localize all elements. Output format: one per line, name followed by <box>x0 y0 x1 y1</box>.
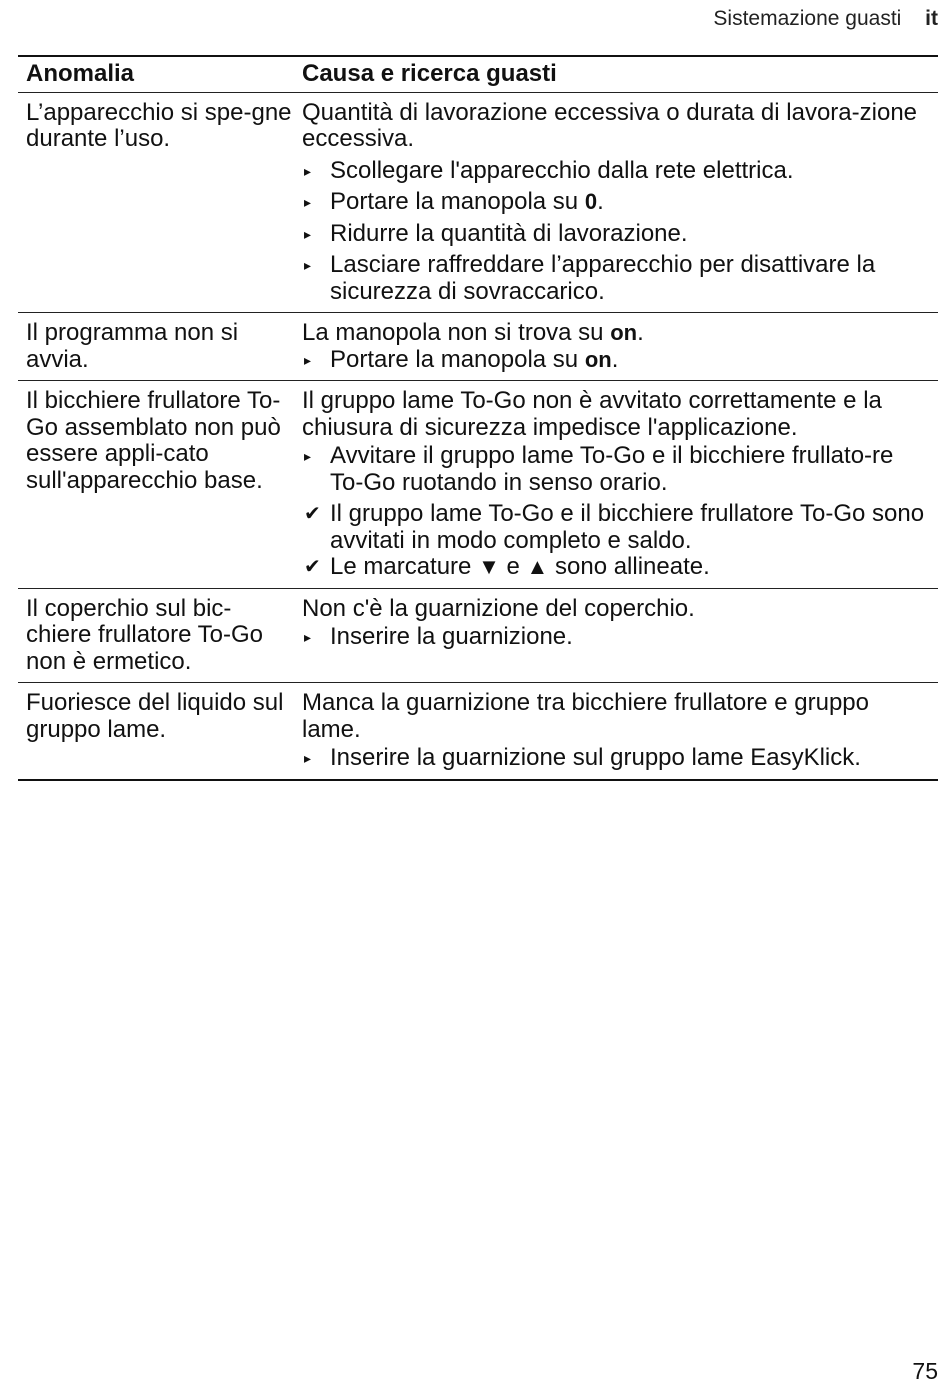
step-text: Lasciare raffreddare l’apparecchio per disattivare la sicurezza di sovraccarico. <box>330 251 876 305</box>
step-item <box>302 158 928 185</box>
fault-text: L’apparecchio si spe-gne durante l’uso. <box>26 98 292 152</box>
bullet-icon: ▸ <box>304 257 312 273</box>
step-text <box>330 347 928 374</box>
step-item <box>302 624 928 651</box>
column-header-fault: Anomalia <box>26 60 135 87</box>
knob-setting: on <box>584 346 612 372</box>
step-item <box>302 189 928 216</box>
result-text-part: sono allineate. <box>548 553 710 580</box>
fault-text: Il programma non si avvia. <box>26 319 239 373</box>
table-row <box>18 92 938 313</box>
bullet-icon: ▸ <box>304 162 312 179</box>
step-text <box>330 189 928 216</box>
step-item <box>302 347 928 374</box>
result-text <box>330 554 928 581</box>
step-item <box>302 252 928 305</box>
step-text-part: . <box>611 345 619 373</box>
cause-cell <box>294 589 938 683</box>
result-text-part: e <box>499 553 527 580</box>
check-icon: ✔ <box>304 556 321 578</box>
bullet-icon: ▸ <box>304 225 312 242</box>
step-text-part: Portare la manopola su <box>330 345 585 373</box>
cause-text-part: La manopola non si trova su <box>302 319 611 346</box>
table-header-row <box>18 57 938 92</box>
result-item <box>302 554 928 581</box>
fault-text: Il coperchio sul bic-chiere frullatore To-Go non è ermetico. <box>26 594 263 675</box>
page-header <box>713 6 938 32</box>
table-row <box>18 380 938 588</box>
cause-cell <box>294 93 938 313</box>
step-text: Inserire la guarnizione sul gruppo lame EasyKlick. <box>330 744 861 771</box>
step-item <box>302 221 928 248</box>
section-title: Sistemazione guasti <box>713 7 902 30</box>
troubleshooting-table <box>18 55 938 781</box>
cause-text-part: . <box>637 319 644 346</box>
bullet-icon: ▸ <box>304 351 312 368</box>
result-text: Il gruppo lame To-Go e il bicchiere frullatore To-Go sono avvitati in modo completo e saldo. <box>330 500 925 554</box>
cause-cell <box>294 381 938 588</box>
table-row <box>18 588 938 683</box>
page-number: 75 <box>912 1358 938 1384</box>
cause-cell <box>294 313 938 380</box>
step-text-part: . <box>597 188 604 215</box>
table-row <box>18 682 938 779</box>
result-text-part: Le marcature <box>330 553 479 580</box>
step-item <box>302 443 928 496</box>
cause-text: Il gruppo lame To-Go non è avvitato correttamente e la chiusura di sicurezza impedisce l'applicazione. <box>302 387 882 441</box>
cause-text <box>302 320 928 347</box>
cause-text: Quantità di lavorazione eccessiva o durata di lavora-zione eccessiva. <box>302 98 918 152</box>
step-item <box>302 745 928 772</box>
cause-text: Non c'è la guarnizione del coperchio. <box>302 594 695 622</box>
triangle-down-icon: ▼ <box>478 554 500 579</box>
step-text: Inserire la guarnizione. <box>330 623 573 650</box>
triangle-up-icon: ▲ <box>526 554 549 579</box>
column-header-cause: Causa e ricerca guasti <box>302 60 557 87</box>
knob-setting: 0 <box>584 189 598 214</box>
cause-cell <box>294 683 938 779</box>
step-text-part: Portare la manopola su <box>330 188 585 215</box>
language-code: it <box>925 7 938 30</box>
cause-text: Manca la guarnizione tra bicchiere frullatore e gruppo lame. <box>302 689 869 743</box>
step-text: Avvitare il gruppo lame To-Go e il bicchiere frullato-re To-Go ruotando in senso orario. <box>330 442 894 496</box>
step-text: Ridurre la quantità di lavorazione. <box>330 219 688 247</box>
fault-text: Il bicchiere frullatore To-Go assemblato non può essere appli-cato sull'apparecchio base. <box>26 387 281 494</box>
bullet-icon: ▸ <box>304 194 312 210</box>
bullet-icon: ▸ <box>304 750 312 766</box>
step-text: Scollegare l'apparecchio dalla rete elettrica. <box>330 156 794 184</box>
fault-text: Fuoriesce del liquido sul gruppo lame. <box>26 689 284 743</box>
knob-setting: on <box>610 320 638 345</box>
result-item <box>302 501 928 554</box>
bullet-icon: ▸ <box>304 448 312 464</box>
bullet-icon: ▸ <box>304 629 312 645</box>
check-icon: ✔ <box>304 503 321 525</box>
table-row <box>18 312 938 380</box>
